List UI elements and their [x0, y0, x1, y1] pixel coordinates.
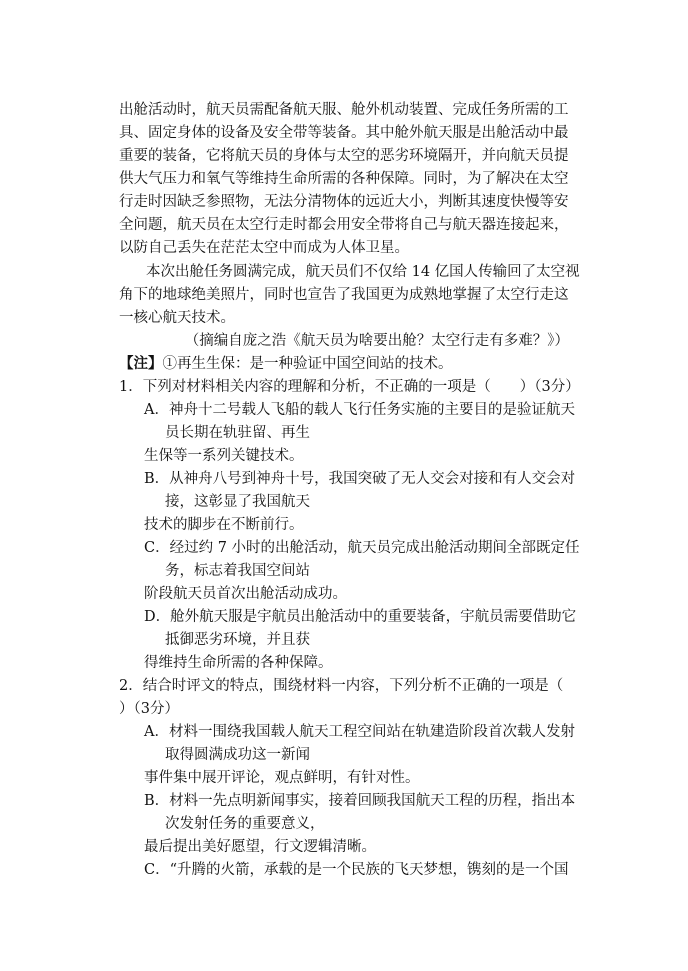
paragraph-line: 行走时因缺乏参照物，无法分清物体的远近大小，判断其速度快慢等安	[119, 194, 569, 210]
question-2-stem: 2．结合时评文的特点，围绕材料一内容，下列分析不正确的一项是（	[119, 678, 564, 694]
question-1-option-c-wrap: 阶段航天员首次出舱活动成功。	[144, 586, 347, 602]
question-1-option-c-cont: 务，标志着我国空间站	[165, 563, 310, 579]
question-1-option-a-wrap: 生保等一系列关键技术。	[144, 448, 304, 464]
question-2-option-a: A．材料一围绕我国载人航天工程空间站在轨建造阶段首次载人发射	[144, 724, 575, 740]
question-2-option-b: B．材料一先点明新闻事实，接着回顾我国航天工程的历程，指出本	[144, 793, 576, 809]
paragraph-line: 供大气压力和氧气等维持生命所需的各种保障。同时，为了解决在太空	[119, 171, 569, 187]
paragraph-line: 重要的装备，它将航天员的身体与太空的恶劣环境隔开，并向航天员提	[119, 148, 569, 164]
source-attribution: （摘编自庞之浩《航天员为啥要出舱？太空行走有多难？》）	[184, 333, 569, 349]
paragraph-line: 角下的地球绝美照片，同时也宣告了我国更为成熟地掌握了太空行走这	[119, 287, 569, 303]
note-label: 【注】	[119, 355, 163, 372]
question-1-option-a: A．神舟十二号载人飞船的载人飞行任务实施的主要目的是验证航天	[144, 402, 575, 418]
note-text: ①再生生保：是一种验证中国空间站的技术。	[162, 356, 453, 372]
question-1-stem: 1．下列对材料相关内容的理解和分析，不正确的一项是（ ）（3分）	[119, 379, 580, 395]
question-1-option-d: D．舱外航天服是宇航员出舱活动中的重要装备，宇航员需要借助它	[144, 609, 577, 625]
question-1-option-a-cont: 员长期在轨驻留、再生	[165, 425, 310, 441]
question-1-option-d-cont: 抵御恶劣环境，并且获	[165, 632, 310, 648]
question-2-option-b-cont: 次发射任务的重要意义，	[165, 816, 325, 832]
question-2-stem-cont: ）（3分）	[119, 701, 179, 717]
paragraph-line: 以防自己丢失在茫茫太空中而成为人体卫星。	[119, 240, 409, 256]
question-2-option-a-wrap: 事件集中展开评论，观点鲜明，有针对性。	[144, 770, 420, 786]
note	[119, 353, 453, 375]
paragraph-line: 本次出舱任务圆满完成，航天员们不仅给 14 亿国人传输回了太空视	[146, 264, 580, 280]
paragraph-line: 出舱活动时，航天员需配备航天服、舱外机动装置、完成任务所需的工	[119, 102, 569, 118]
question-1-option-b-wrap: 技术的脚步在不断前行。	[144, 517, 304, 533]
paragraph-line: 一核心航天技术。	[119, 310, 235, 326]
question-1-option-c: C．经过约 7 小时的出舱活动，航天员完成出舱活动期间全部既定任	[144, 540, 580, 556]
question-2-option-a-cont: 取得圆满成功这一新闻	[165, 747, 310, 763]
question-1-option-d-wrap: 得维持生命所需的各种保障。	[144, 655, 333, 671]
paragraph-line: 全问题，航天员在太空行走时都会用安全带将自己与航天器连接起来，	[119, 217, 569, 233]
question-2-option-c: C．“升腾的火箭，承载的是一个民族的飞天梦想，镌刻的是一个国	[144, 862, 569, 878]
question-2-option-b-wrap: 最后提出美好愿望，行文逻辑清晰。	[144, 839, 376, 855]
paragraph-line: 具、固定身体的设备及安全带等装备。其中舱外航天服是出舱活动中最	[119, 125, 569, 141]
question-1-option-b-cont: 接，这彰显了我国航天	[165, 494, 310, 510]
question-1-option-b: B．从神舟八号到神舟十号，我国突破了无人交会对接和有人交会对	[144, 471, 576, 487]
